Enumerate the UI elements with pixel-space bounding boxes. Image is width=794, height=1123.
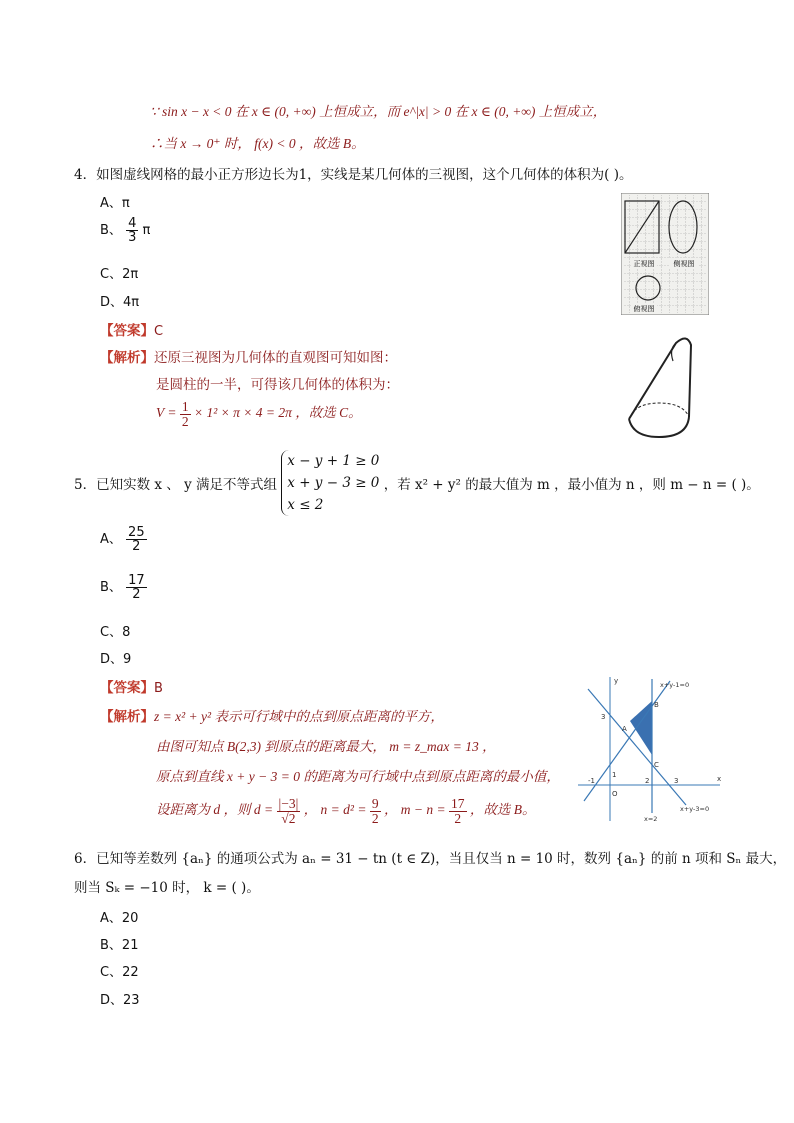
q4-answer: 【答案】C — [100, 323, 164, 339]
q6-stem-line-1: 6．已知等差数列 {aₙ} 的通项公式为 aₙ = 31 − tn (t ∈ Z)，当且仅当 n = 10 时，数列 {aₙ} 的前 n 项和 Sₙ 最大， — [74, 851, 787, 867]
svg-text:3: 3 — [601, 713, 606, 721]
three-view-figure — [621, 193, 709, 315]
q5-analysis-line-1: 【解析】z = x² + y² 表示可行域中的点到原点距离的平方， — [100, 709, 444, 725]
q4-volume-formula: V = $\frac{1}{2}$ × 1² × π × 4 = 2π ，故选 C。 — [156, 399, 362, 429]
q6-option-c: C、22 — [100, 965, 139, 980]
q6-option-b: B、21 — [100, 938, 139, 953]
q4-analysis-line-2: 是圆柱的一半，可得该几何体的体积为： — [156, 377, 399, 393]
q4-analysis-line-1: 【解析】还原三视图为几何体的直观图可知如图： — [100, 350, 397, 366]
q5-analysis-line-2: 由图可知点 B(2,3) 到原点的距离最大， m = z_max = 13 ， — [156, 739, 496, 754]
q5-option-b: B、 $\frac{17}{2}$ — [100, 573, 145, 602]
svg-text:2: 2 — [645, 777, 650, 785]
svg-text:1: 1 — [612, 771, 617, 779]
q6-stem-line-2: 则当 Sₖ = −10 时， k = ( )。 — [74, 880, 260, 896]
q6-option-a: A、20 — [100, 911, 139, 926]
q5-answer: 【答案】B — [100, 680, 163, 696]
svg-text:A: A — [622, 725, 627, 733]
front-view-label: 正视图 — [633, 260, 655, 268]
svg-text:y: y — [614, 677, 619, 685]
svg-text:B: B — [654, 701, 659, 709]
svg-text:-1: -1 — [588, 777, 595, 785]
svg-text:3: 3 — [674, 777, 679, 785]
q5-option-c: C、8 — [100, 625, 131, 640]
q4-option-d: D、4π — [100, 295, 140, 310]
svg-text:x+y-1=0: x+y-1=0 — [660, 681, 690, 689]
q4-option-c: C、2π — [100, 267, 139, 282]
top-view-label: 俯视图 — [633, 305, 655, 313]
half-cylinder-figure — [621, 331, 701, 443]
prev-line-1: ∵ sin x − x < 0 在 x ∈ (0, +∞) 上恒成立，而 e^|x| > 0 在 x ∈ (0, +∞) 上恒成立， — [150, 104, 607, 119]
q5-option-a: A、 $\frac{25}{2}$ — [100, 525, 145, 554]
q6-option-d: D、23 — [100, 993, 140, 1008]
q4-option-a: A、π — [100, 196, 130, 211]
q5-analysis-line-3: 原点到直线 x + y − 3 = 0 的距离为可行域中点到原点距离的最小值， — [156, 769, 560, 784]
q5-option-d: D、9 — [100, 652, 132, 667]
q4-option-b: B、 $\frac{4}{3}$ π — [100, 216, 151, 245]
feasible-region-graph — [574, 673, 724, 823]
prev-line-2: ∴当 x → 0⁺ 时， f(x) < 0 ，故选 B。 — [150, 136, 365, 151]
inequality-system: x − y + 1 ≥ 0 x + y − 3 ≥ 0 x ≤ 2 — [281, 450, 379, 516]
svg-text:O: O — [612, 790, 618, 798]
q4-stem: 4．如图虚线网格的最小正方形边长为1，实线是某几何体的三视图，这个几何体的体积为( )。 — [74, 167, 633, 183]
q5-stem: 5．已知实数 x 、 y 满足不等式组 x − y + 1 ≥ 0 x + y − 3 ≥ 0 x ≤ 2 ，若 x² + y² 的最大值为 m ，最小值为 n ，则 m − n = ( )。 — [74, 450, 760, 516]
svg-text:x+y-3=0: x+y-3=0 — [680, 805, 710, 813]
side-view-label: 侧视图 — [673, 260, 695, 268]
svg-text:x: x — [717, 775, 722, 783]
svg-text:C: C — [654, 761, 659, 769]
q5-analysis-line-4: 设距离为 d ，则 d = $\frac{|-3|}{√2}$ ， n = d² = $\frac{9}{2}$ ， m − n = $\frac{17}{2}$ ，故选 B。 — [156, 796, 536, 826]
svg-text:x=2: x=2 — [644, 815, 658, 823]
